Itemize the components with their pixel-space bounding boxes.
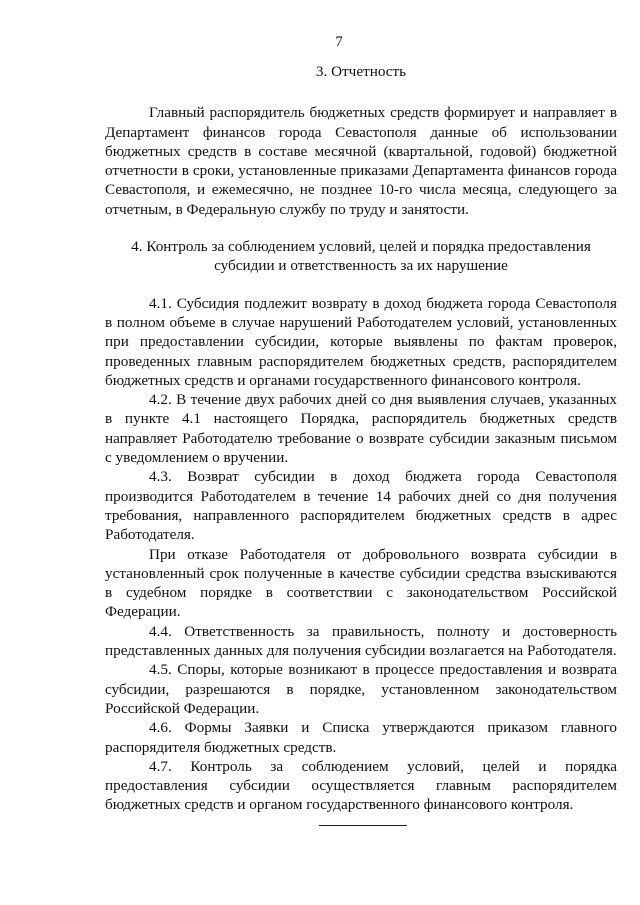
paragraph-4-7: 4.7. Контроль за соблюдением условий, целей и порядка предоставления субсидии осуществляется главным распорядителем бюджетных средств и органом государственного финансового контроля.: [105, 757, 617, 814]
paragraph-4-5: 4.5. Споры, которые возникают в процессе предоставления и возврата субсидии, разрешаются в порядке, установленном законодательством Российской Федерации.: [105, 661, 617, 717]
page-number: 7: [335, 34, 343, 50]
paragraph-4-2: 4.2. В течение двух рабочих дней со дня выявления случаев, указанных в пункте 4.1 настоящего Порядка, распорядитель бюджетных средств направляет Работодателю требование о возврате субсидии заказным письмом с уведомлением о вручении.: [105, 391, 617, 467]
end-separator-line: [319, 825, 407, 826]
paragraph-4-3: 4.3. Возврат субсидии в доход бюджета города Севастополя производится Работодателем в течение 14 рабочих дней со дня получения требования, направленного распорядителем бюджетных средств в адрес Работодателя.: [105, 468, 617, 544]
document-body: [105, 62, 617, 815]
section-3-heading: 3. Отчетность: [315, 63, 407, 80]
paragraph-4-1: 4.1. Субсидия подлежит возврату в доход бюджета города Севастополя в полном объеме в случае нарушений Работодателем условий, установленных при предоставлении субсидии, которые выявлены по фактам проверок, проведенных главным распорядителем бюджетных средств, распорядителем бюджетных средств и органами государственного финансового контроля.: [105, 294, 617, 389]
paragraph-4-3-refusal: При отказе Работодателя от добровольного возврата субсидии в установленный срок полученные в качестве субсидии средства взыскиваются в судебном порядке в соответствии с законодательством Российской Федерации.: [105, 545, 617, 621]
paragraph-4-4: 4.4. Ответственность за правильность, полноту и достоверность представленных данных для получения субсидии возлагается на Работодателя.: [105, 622, 617, 660]
section-4-heading: 4. Контроль за соблюдением условий, целей и порядка предоставления субсидии и ответственность за их нарушение: [131, 238, 591, 275]
section-3-paragraph-1: Главный распорядитель бюджетных средств формирует и направляет в Департамент финансов города Севастополя данные об использовании бюджетных средств в составе месячной (квартальной, годовой) бюджетной отчетности в сроки, установленные приказами Департамента финансов города Севастополя, и ежемесячно, не позднее 10-го числа месяца, следующего за отчетным, в Федеральную службу по труду и занятости.: [105, 104, 617, 218]
paragraph-4-6: 4.6. Формы Заявки и Списка утверждаются приказом главного распорядителя бюджетных средств.: [105, 719, 617, 756]
